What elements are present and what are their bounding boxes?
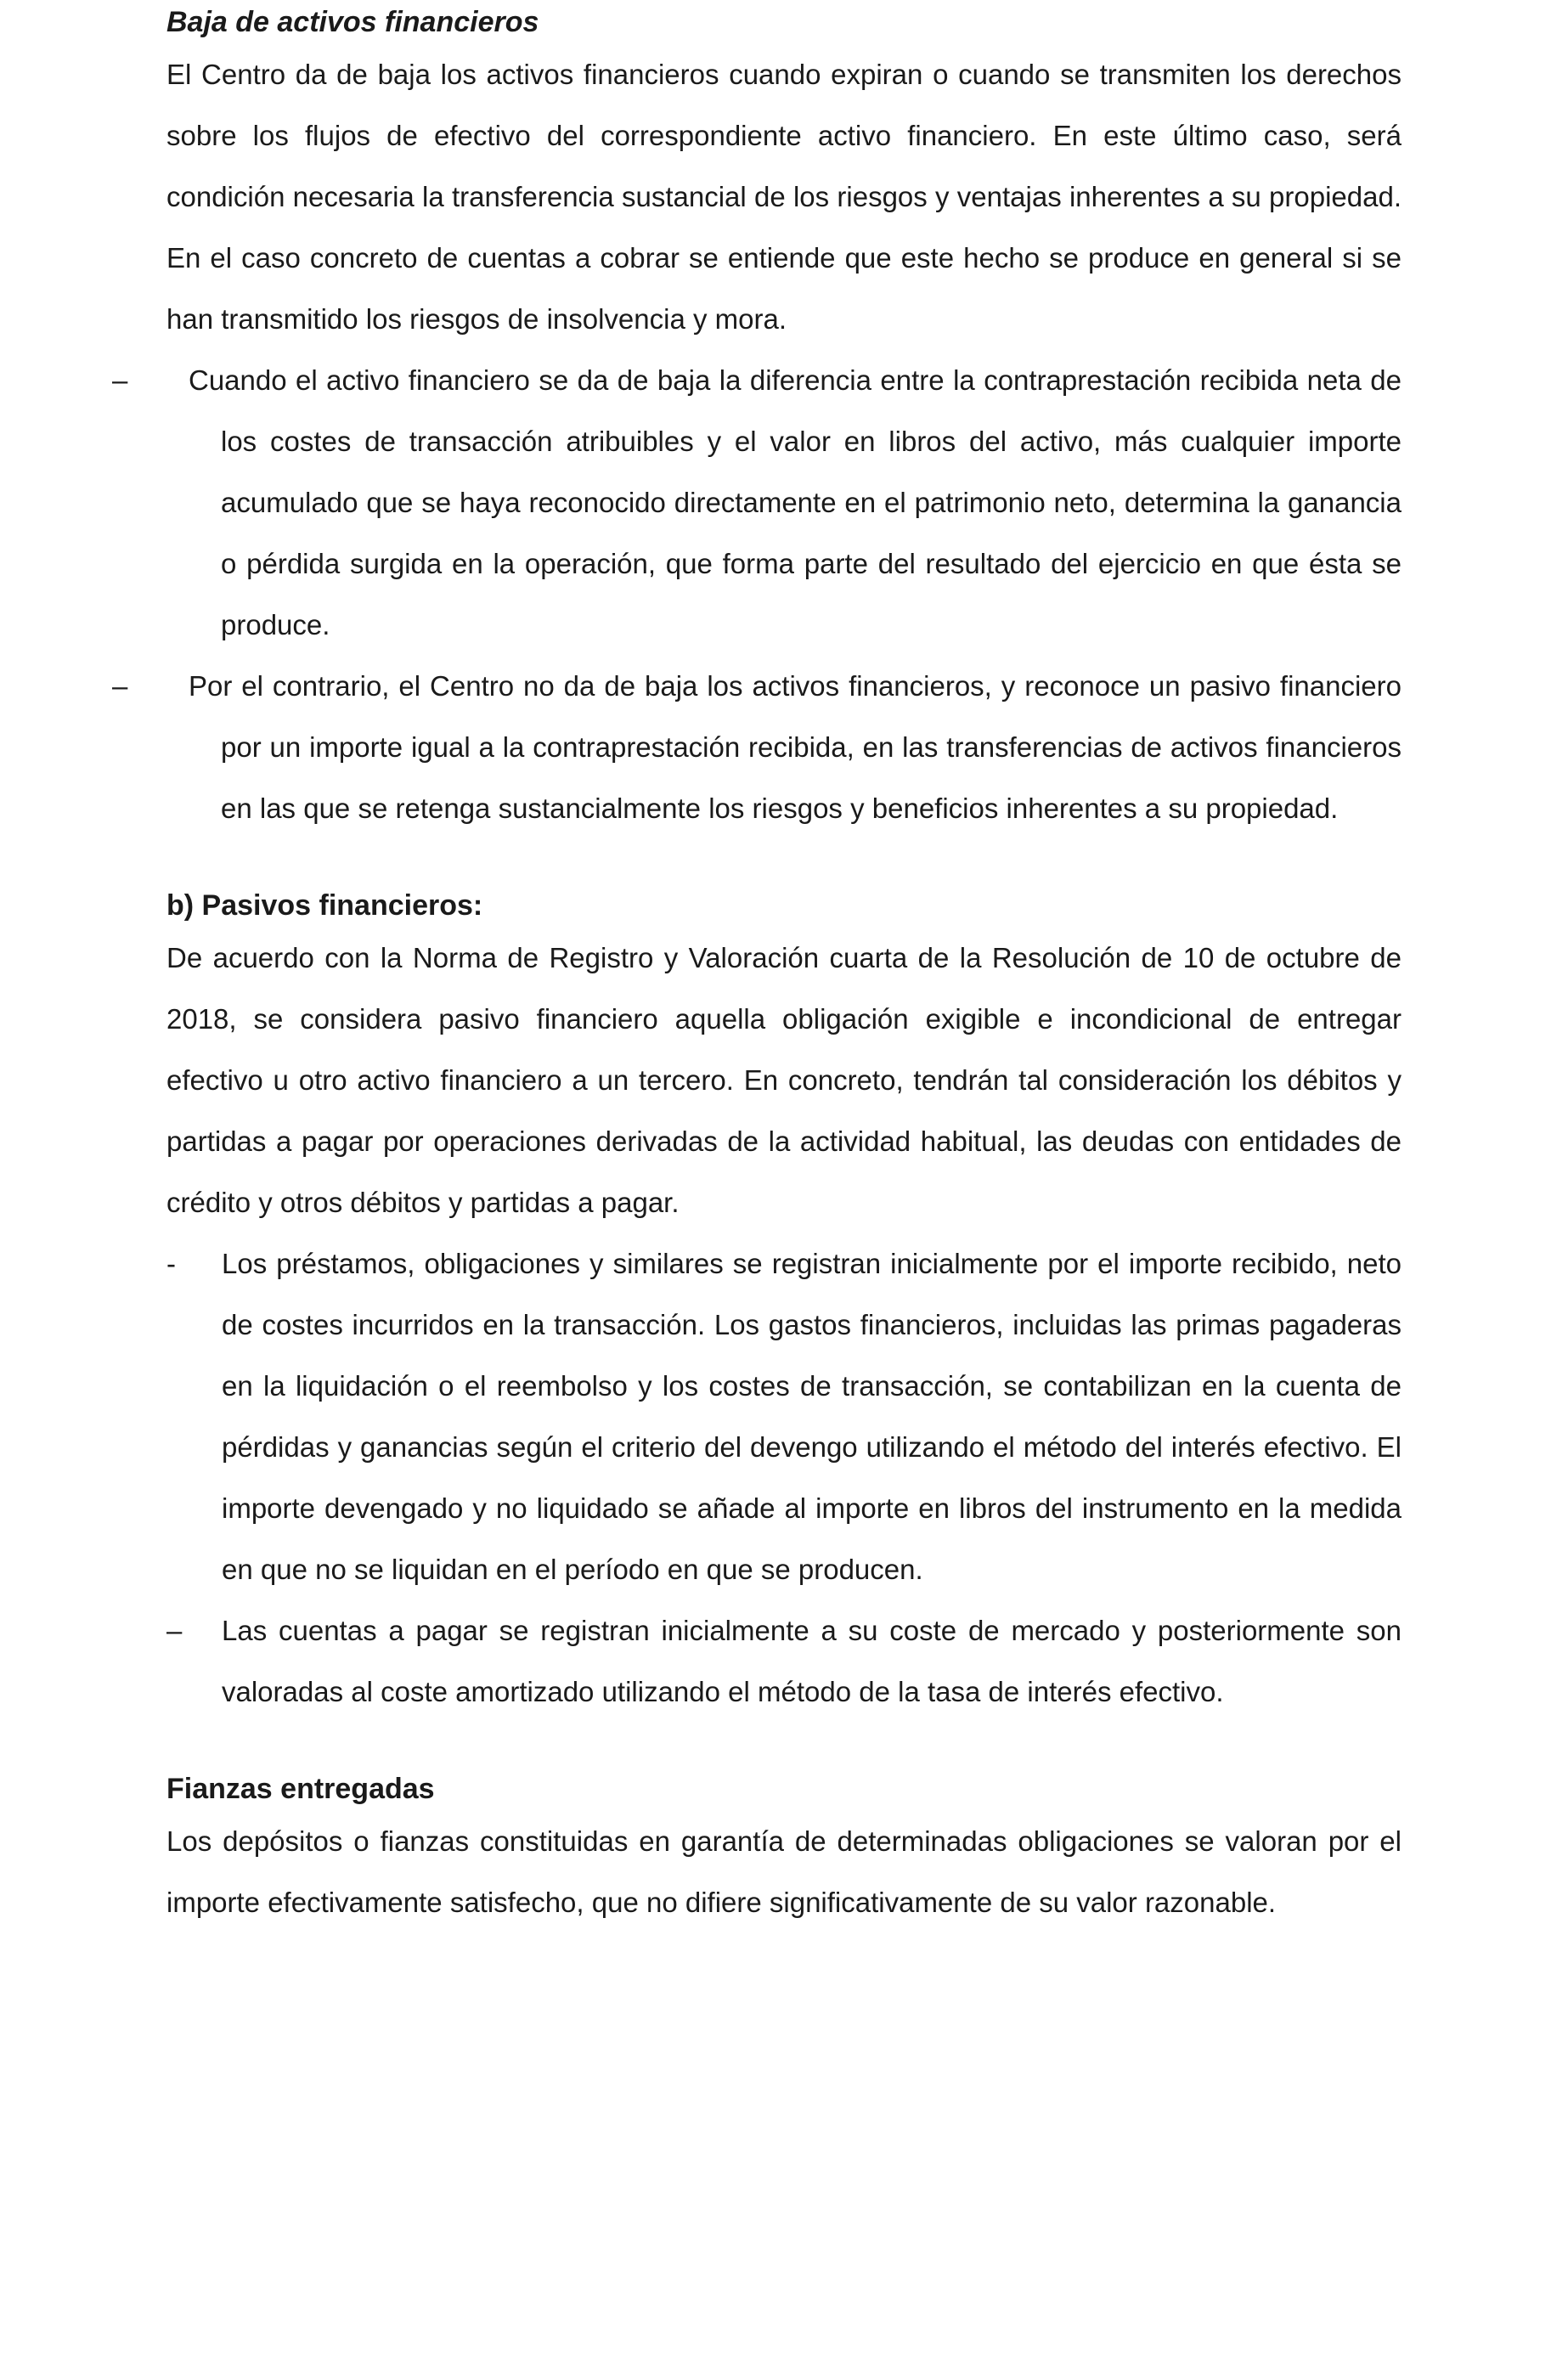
dash-marker: – [166, 1615, 183, 1646]
section-title-baja-activos: Baja de activos financieros [166, 6, 539, 38]
list-item-text: Cuando el activo financiero se da de baja la diferencia entre la contraprestación recibida neta de los costes de transacción atribuibles y el valor en libros del activo, más cualquier importe acumulado que se haya reconocido directamente en el patrimonio neto, determina la ganancia o pérdida surgida en la operación, que forma parte del resultado del ejercicio en que ésta se produce. [189, 364, 1402, 640]
spacer [166, 839, 1402, 883]
dash-marker: - [166, 1248, 176, 1279]
section-title-fianzas: Fianzas entregadas [166, 1773, 435, 1805]
paragraph-baja-intro: El Centro da de baja los activos financieros cuando expiran o cuando se transmiten los derechos sobre los flujos de efectivo del correspondiente activo financiero. En este último caso, será condición necesaria la transferencia sustancial de los riesgos y ventajas inherentes a su propiedad. En el caso concreto de cuentas a cobrar se entiende que este hecho se produce en general si se han transmitido los riesgos de insolvencia y mora. [166, 59, 1402, 335]
list-item [166, 1233, 1402, 1600]
section-title-pasivos: b) Pasivos financieros: [166, 889, 483, 922]
list-item-text: Las cuentas a pagar se registran inicialmente a su coste de mercado y posteriormente son valoradas al coste amortizado utilizando el método de la tasa de interés efectivo. [222, 1615, 1402, 1707]
list-item [166, 1600, 1402, 1723]
dash-marker: – [112, 670, 128, 702]
paragraph-pasivos-intro: De acuerdo con la Norma de Registro y Valoración cuarta de la Resolución de 10 de octubre de 2018, se considera pasivo financiero aquella obligación exigible e incondicional de entregar efectivo u otro activo financiero a un tercero. En concreto, tendrán tal consideración los débitos y partidas a pagar por operaciones derivadas de la actividad habitual, las deudas con entidades de crédito y otros débitos y partidas a pagar. [166, 942, 1402, 1218]
list-item [112, 350, 1402, 656]
list-item-text: Por el contrario, el Centro no da de baja los activos financieros, y reconoce un pasivo financiero por un importe igual a la contraprestación recibida, en las transferencias de activos financieros en las que se retenga sustancialmente los riesgos y beneficios inherentes a su propiedad. [189, 670, 1402, 824]
spacer [166, 1723, 1402, 1767]
list-item [112, 656, 1402, 839]
document-page [112, 0, 1402, 1933]
paragraph-fianzas: Los depósitos o fianzas constituidas en garantía de determinadas obligaciones se valoran por el importe efectivamente satisfecho, que no difiere significativamente de su valor razonable. [166, 1825, 1402, 1918]
list-item-text: Los préstamos, obligaciones y similares se registran inicialmente por el importe recibido, neto de costes incurridos en la transacción. Los gastos financieros, incluidas las primas pagaderas en la liquidación o el reembolso y los costes de transacción, se contabilizan en la cuenta de pérdidas y ganancias según el criterio del devengo utilizando el método del interés efectivo. El importe devengado y no liquidado se añade al importe en libros del instrumento en la medida en que no se liquidan en el período en que se producen. [222, 1248, 1402, 1585]
dash-marker: – [112, 364, 128, 396]
